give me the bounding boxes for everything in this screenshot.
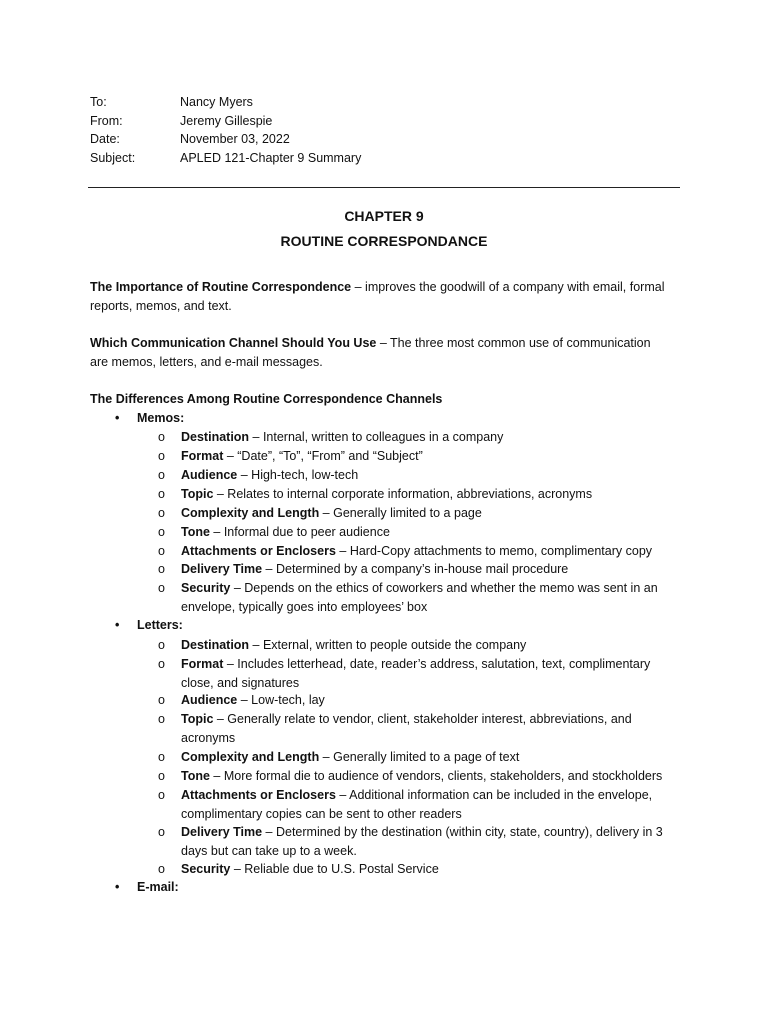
sub-item-term: Topic	[181, 712, 214, 726]
sub-item-text	[181, 428, 679, 447]
bullet-icon: •	[115, 880, 120, 894]
sub-item-term: Complexity and Length	[181, 506, 320, 520]
sub-item-term: Attachments or Enclosers	[181, 544, 336, 558]
header-label: To:	[90, 95, 107, 109]
circle-bullet-icon: o	[158, 468, 165, 482]
sub-item-description: – Determined by the destination (within city, state, country), delivery in 3 days but can take up to a week.	[181, 825, 663, 858]
circle-bullet-icon: o	[158, 562, 165, 576]
circle-bullet-icon: o	[158, 693, 165, 707]
circle-bullet-icon: o	[158, 544, 165, 558]
sub-item-description: – Includes letterhead, date, reader’s address, salutation, text, complimentary close, and signatures	[181, 657, 651, 690]
sub-item-text	[181, 860, 679, 879]
header-row-from	[90, 112, 361, 131]
header-value: Nancy Myers	[180, 95, 253, 109]
paragraph-term: The Importance of Routine Correspondence	[90, 280, 352, 294]
sub-item-text	[181, 485, 679, 504]
paragraph-term: Which Communication Channel Should You Use	[90, 336, 377, 350]
bullet-icon: •	[115, 411, 120, 425]
header-value: Jeremy Gillespie	[180, 113, 273, 128]
header-row-subject	[90, 149, 361, 168]
differences-heading: The Differences Among Routine Correspondence Channels	[90, 392, 443, 406]
sub-item-description: – Generally limited to a page	[319, 506, 482, 520]
sub-item-text	[181, 655, 679, 692]
sub-item-text	[181, 691, 679, 710]
sub-item-text	[181, 767, 679, 786]
sub-item-term: Complexity and Length	[181, 750, 320, 764]
header-label: From:	[90, 113, 123, 128]
sub-item-text	[181, 560, 679, 579]
sub-item-description: – “Date”, “To”, “From” and “Subject”	[223, 449, 423, 463]
sub-item-text	[181, 466, 679, 485]
circle-bullet-icon: o	[158, 862, 165, 876]
sub-item-term: Attachments or Enclosers	[181, 788, 336, 802]
paragraph-text: – improves the goodwill of a company with email, formal reports, memos, and text.	[90, 280, 665, 313]
sub-item-description: – Generally limited to a page of text	[319, 750, 520, 764]
circle-bullet-icon: o	[158, 449, 165, 463]
sub-item-description: – Generally relate to vendor, client, stakeholder interest, abbreviations, and acronyms	[181, 712, 632, 745]
sub-item-description: – Internal, written to colleagues in a company	[249, 430, 504, 444]
paragraph-importance	[90, 278, 670, 315]
chapter-number: CHAPTER 9	[344, 208, 424, 224]
circle-bullet-icon: o	[158, 788, 165, 802]
bullet-label: Memos:	[137, 411, 185, 425]
sub-item-term: Destination	[181, 638, 250, 652]
bullet-label: E-mail:	[137, 880, 179, 894]
circle-bullet-icon: o	[158, 712, 165, 726]
sub-item-term: Destination	[181, 430, 250, 444]
bullet-label: Letters:	[137, 618, 183, 632]
header-label: Subject:	[90, 150, 136, 165]
bullet-icon: •	[115, 618, 120, 632]
circle-bullet-icon: o	[158, 750, 165, 764]
sub-item-term: Tone	[181, 769, 210, 783]
header-row-to	[90, 93, 361, 112]
sub-item-term: Delivery Time	[181, 825, 263, 839]
sub-item-description: – High-tech, low-tech	[237, 468, 359, 482]
sub-item-term: Security	[181, 862, 231, 876]
sub-item-description: – Informal due to peer audience	[209, 525, 390, 539]
circle-bullet-icon: o	[158, 525, 165, 539]
circle-bullet-icon: o	[158, 769, 165, 783]
circle-bullet-icon: o	[158, 430, 165, 444]
circle-bullet-icon: o	[158, 487, 165, 501]
chapter-title: ROUTINE CORRESPONDANCE	[280, 233, 488, 249]
sub-item-description: – Low-tech, lay	[237, 693, 325, 707]
circle-bullet-icon: o	[158, 825, 165, 839]
circle-bullet-icon: o	[158, 506, 165, 520]
sub-item-term: Tone	[181, 525, 210, 539]
sub-item-description: – Determined by a company’s in-house mail procedure	[262, 562, 569, 576]
sub-item-term: Delivery Time	[181, 562, 263, 576]
sub-item-description: – External, written to people outside the company	[249, 638, 527, 652]
header-value: APLED 121-Chapter 9 Summary	[180, 150, 362, 165]
memo-header	[90, 93, 361, 167]
header-row-date	[90, 130, 361, 149]
paragraph-channel	[90, 334, 670, 371]
sub-item-text	[181, 636, 679, 655]
sub-item-term: Audience	[181, 468, 238, 482]
header-value: November 03, 2022	[180, 132, 290, 147]
sub-item-text	[181, 579, 679, 616]
sub-item-term: Format	[181, 657, 224, 671]
circle-bullet-icon: o	[158, 581, 165, 595]
sub-item-description: – Additional information can be included in the envelope, complimentary copies can be sent to other readers	[181, 788, 653, 821]
sub-item-description: – Relates to internal corporate information, abbreviations, acronyms	[213, 487, 593, 501]
sub-item-text	[181, 786, 679, 823]
sub-item-text	[181, 447, 679, 466]
sub-item-text	[181, 504, 679, 523]
sub-item-term: Security	[181, 581, 231, 595]
sub-item-text	[181, 542, 679, 561]
sub-item-term: Audience	[181, 693, 238, 707]
sub-item-text	[181, 710, 679, 747]
sub-item-term: Format	[181, 449, 224, 463]
sub-item-term: Topic	[181, 487, 214, 501]
sub-item-text	[181, 523, 679, 542]
sub-item-text	[181, 823, 679, 860]
circle-bullet-icon: o	[158, 638, 165, 652]
sub-item-description: – Reliable due to U.S. Postal Service	[230, 862, 439, 876]
header-divider	[88, 187, 680, 188]
circle-bullet-icon: o	[158, 657, 165, 671]
sub-item-description: – Hard-Copy attachments to memo, complimentary copy	[335, 544, 653, 558]
sub-item-description: – Depends on the ethics of coworkers and whether the memo was sent in an envelope, typically goes into employees’ box	[181, 581, 658, 614]
sub-item-description: – More formal die to audience of vendors, clients, stakeholders, and stockholders	[209, 769, 663, 783]
paragraph-text: – The three most common use of communication are memos, letters, and e-mail messages.	[90, 336, 651, 369]
header-label: Date:	[90, 132, 120, 147]
sub-item-text	[181, 748, 679, 767]
